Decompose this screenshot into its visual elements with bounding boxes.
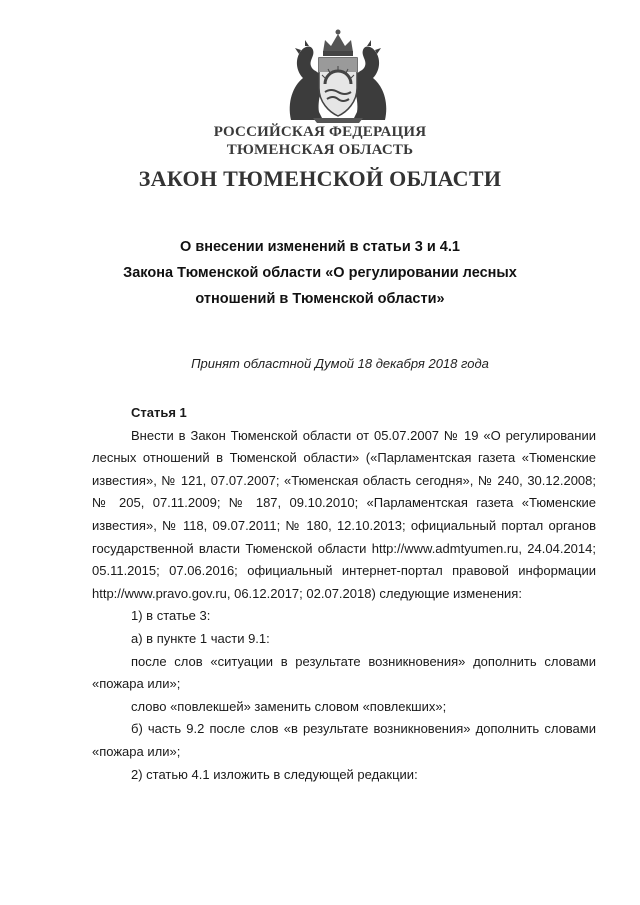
amendment-text: слово «повлекшей» заменить словом «повлекших»;	[131, 698, 447, 714]
text-line: Внести в Закон Тюменской области от 05.07.2007 № 19 «О регулировании	[131, 427, 596, 443]
header-country: РОССИЙСКАЯ ФЕДЕРАЦИЯ	[213, 124, 427, 140]
article-intro	[92, 425, 596, 606]
text-line: после слов «ситуации в результате возникновения» дополнить словами	[131, 653, 596, 669]
list-item: 2) статью 4.1 изложить в следующей редакции:	[131, 766, 418, 782]
text-line: «пожара или»;	[92, 743, 181, 759]
law-title	[0, 234, 640, 312]
text-line: лесных отношений в Тюменской области» («Парламентская газета «Тюменские	[92, 450, 596, 466]
header-region: ТЮМЕНСКАЯ ОБЛАСТЬ	[226, 142, 414, 158]
article-body	[92, 402, 596, 786]
text-line: государственной власти Тюменской области http://www.admtyumen.ru, 24.04.2014;	[92, 540, 596, 556]
text-line: 05.11.2015; 07.06.2016; официальный интернет-портал правовой информации	[92, 563, 596, 579]
document-type-title: ЗАКОН ТЮМЕНСКОЙ ОБЛАСТИ	[138, 166, 502, 191]
list-item: 1) в статье 3:	[131, 608, 211, 624]
law-title-line: О внесении изменений в статьи 3 и 4.1	[180, 239, 460, 255]
law-title-line: Закона Тюменской области «О регулировании лесных	[123, 265, 517, 281]
adoption-note: Принят областной Думой 18 декабря 2018 года	[191, 356, 489, 371]
text-line: № 205, 07.11.2009; № 187, 09.10.2010; «Парламентская газета «Тюменские	[92, 495, 596, 511]
tyumen-coat-of-arms-icon	[283, 22, 393, 124]
text-line: известия», № 118, 09.07.2011; № 180, 12.10.2013; официальный портал органов	[92, 517, 596, 533]
article-heading: Статья 1	[131, 405, 187, 420]
text-line: известия», № 121, 07.07.2007; «Тюменская область сегодня», № 240, 30.12.2008;	[92, 472, 596, 488]
text-line: http://www.pravo.gov.ru, 06.12.2017; 02.07.2018) следующие изменения:	[92, 585, 522, 601]
law-title-line: отношений в Тюменской области»	[195, 291, 445, 307]
amendment-text	[92, 651, 596, 696]
text-line: «пожара или»;	[92, 676, 181, 692]
text-line: б) часть 9.2 после слов «в результате возникновения» дополнить словами	[131, 721, 596, 737]
amendment-text	[92, 718, 596, 763]
list-item: а) в пункте 1 части 9.1:	[131, 630, 270, 646]
